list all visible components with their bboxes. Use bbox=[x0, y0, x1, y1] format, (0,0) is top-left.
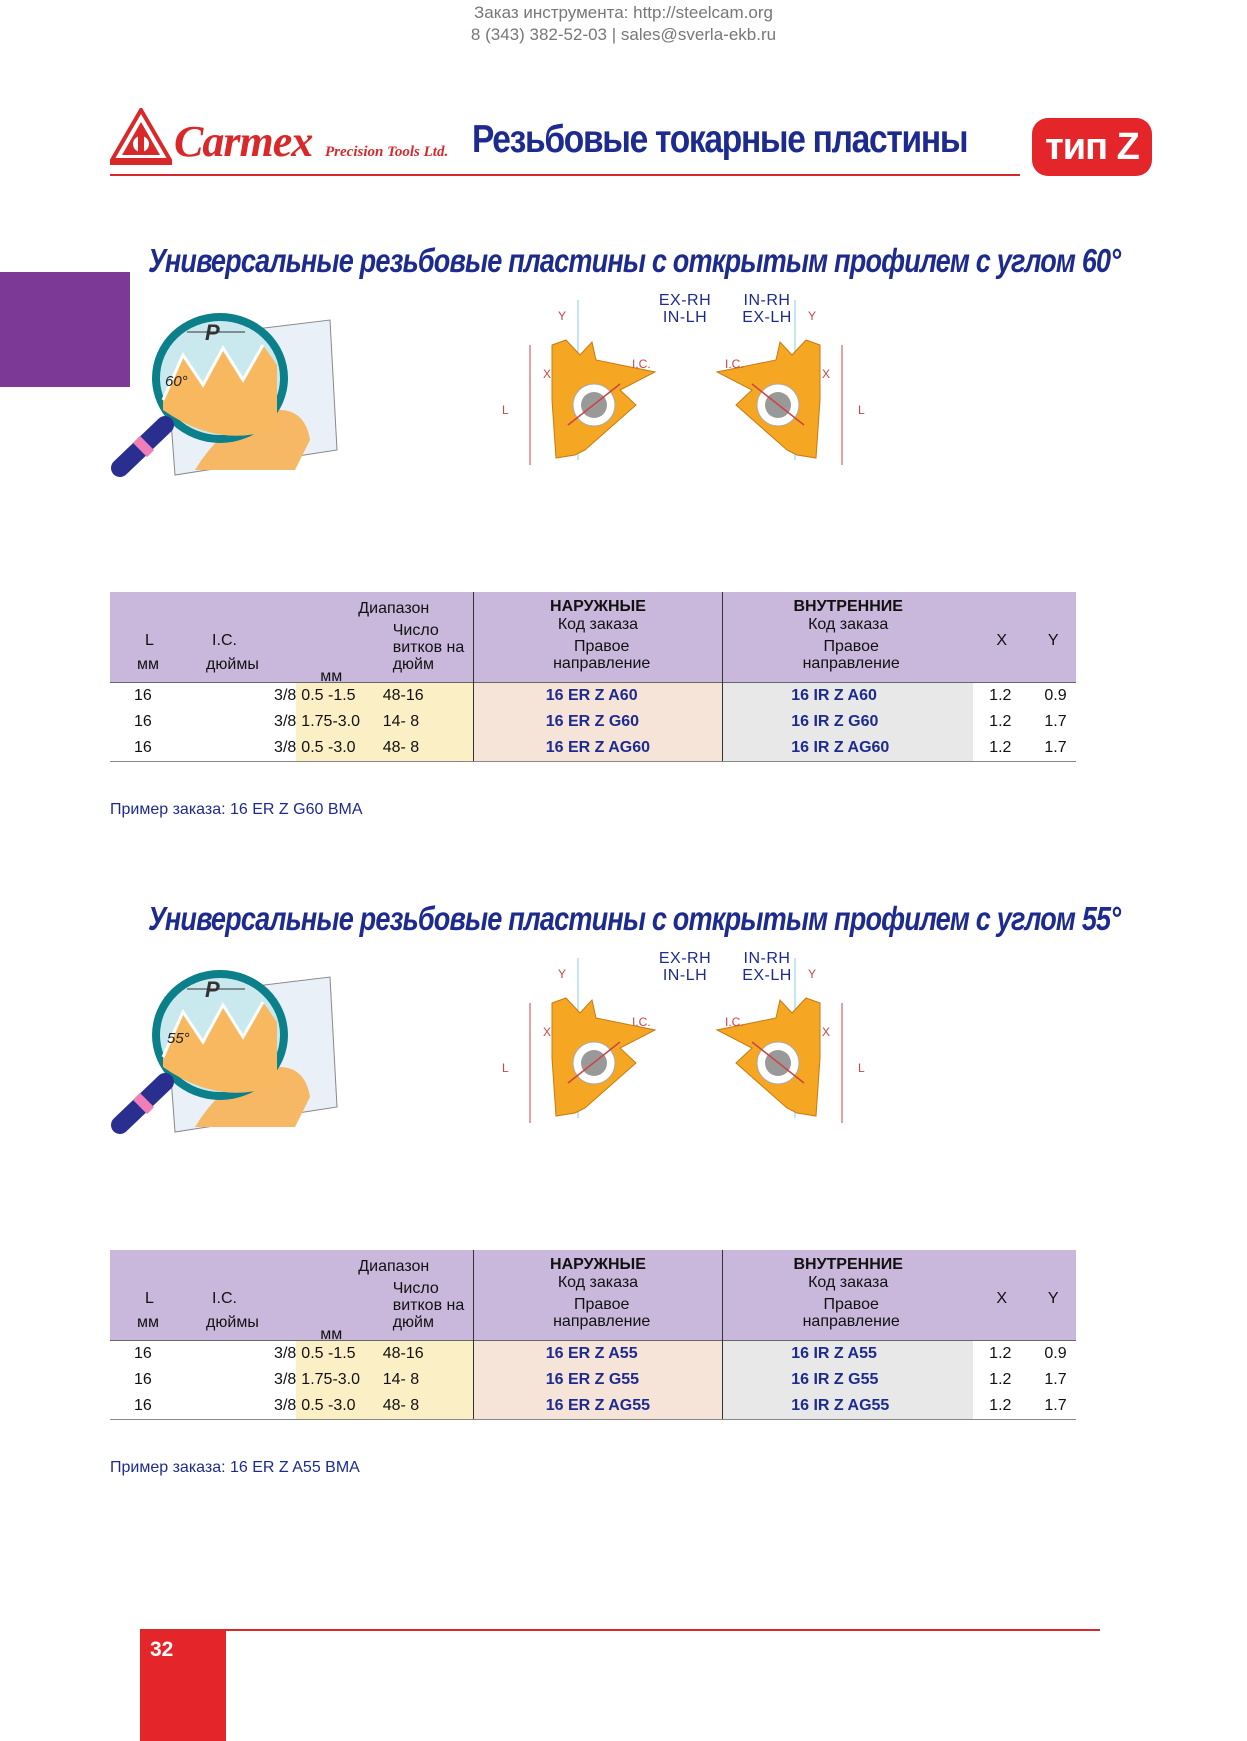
insert-diagram-60 bbox=[470, 280, 910, 480]
angle-label: 60° bbox=[165, 373, 188, 390]
header-cell-x: X bbox=[973, 1250, 1030, 1341]
logo-sub: Precision Tools Ltd. bbox=[325, 144, 449, 160]
page-title: Резьбовые токарные пластины bbox=[472, 118, 968, 161]
svg-text:X: X bbox=[822, 367, 831, 381]
svg-text:L: L bbox=[502, 1061, 509, 1075]
header-cell-tpi: Число витков на дюйм bbox=[381, 1250, 473, 1341]
svg-text:Y: Y bbox=[558, 967, 567, 981]
svg-text:I.C.: I.C. bbox=[632, 1015, 651, 1029]
table-row: 16 3/8 1.75-3.0 14- 8 16 ER Z G60 16 IR Z G60 1.2 1.7 bbox=[110, 709, 1076, 735]
header-cell-mm: Диапазон мм bbox=[296, 1250, 380, 1341]
svg-text:X: X bbox=[543, 367, 552, 381]
header-cell-ext: НАРУЖНЫЕ Код заказа Правое направление bbox=[473, 1250, 723, 1341]
header-cell-y: Y bbox=[1030, 1250, 1076, 1341]
carmex-logo-icon bbox=[110, 108, 172, 166]
svg-text:L: L bbox=[858, 403, 865, 417]
dir-label-in-rh: IN-RH bbox=[743, 950, 791, 967]
page-number: 32 bbox=[150, 1638, 174, 1661]
header-cell-mm: Диапазон мм bbox=[296, 592, 380, 683]
header-cell-int: ВНУТРЕННИЕ Код заказа Правое направление bbox=[723, 1250, 973, 1341]
order-info-line2: 8 (343) 382-52-03 | sales@sverla-ekb.ru bbox=[470, 25, 777, 44]
section-title-55: Универсальные резьбовые пластины с открытым профилем с углом 55° bbox=[148, 900, 1121, 937]
thread-magnifier-icon bbox=[105, 300, 345, 490]
angle-label: 55° bbox=[167, 1030, 190, 1047]
table-row: 16 3/8 0.5 -1.5 48-16 16 ER Z A60 16 IR Z A60 1.2 0.9 bbox=[110, 683, 1076, 710]
thread-magnifier-icon bbox=[105, 957, 345, 1147]
svg-text:I.C.: I.C. bbox=[725, 357, 744, 371]
spec-table-55 bbox=[110, 1250, 1076, 1420]
table-row: 16 3/8 1.75-3.0 14- 8 16 ER Z G55 16 IR Z G55 1.2 1.7 bbox=[110, 1367, 1076, 1393]
header-cell-l: L мм bbox=[110, 1250, 174, 1341]
section-title-60: Универсальные резьбовые пластины с открытым профилем с углом 60° bbox=[148, 242, 1121, 279]
svg-text:L: L bbox=[502, 403, 509, 417]
order-info-line1: Заказ инструмента: http://steelcam.org bbox=[474, 3, 773, 22]
insert-right-icon bbox=[717, 958, 865, 1123]
order-example-55: Пример заказа: 16 ER Z A55 BMA bbox=[110, 1459, 360, 1476]
dir-label-in-lh: IN-LH bbox=[662, 309, 708, 326]
header-cell-tpi: Число витков на дюйм bbox=[381, 592, 473, 683]
table-row: 16 3/8 0.5 -3.0 48- 8 16 ER Z AG55 16 IR Z AG55 1.2 1.7 bbox=[110, 1393, 1076, 1420]
insert-left-icon bbox=[502, 300, 655, 465]
pitch-label: P bbox=[205, 320, 220, 345]
header-cell-y: Y bbox=[1030, 592, 1076, 683]
svg-text:Y: Y bbox=[808, 309, 817, 323]
header-cell-l: L мм bbox=[110, 592, 174, 683]
header-cell-int: ВНУТРЕННИЕ Код заказа Правое направление bbox=[723, 592, 973, 683]
spec-table-60 bbox=[110, 592, 1076, 762]
table-row: 16 3/8 0.5 -3.0 48- 8 16 ER Z AG60 16 IR Z AG60 1.2 1.7 bbox=[110, 735, 1076, 762]
svg-text:X: X bbox=[822, 1025, 831, 1039]
header-cell-ic: I.C. дюймы bbox=[174, 592, 296, 683]
dir-label-ex-lh: EX-LH bbox=[742, 309, 792, 326]
logo-name: Carmex bbox=[174, 117, 313, 166]
dir-label-in-lh: IN-LH bbox=[662, 967, 708, 984]
type-badge: тип Z bbox=[1032, 118, 1152, 176]
svg-text:Y: Y bbox=[558, 309, 567, 323]
brand-header bbox=[110, 108, 1139, 178]
dir-label-ex-lh: EX-LH bbox=[742, 967, 792, 984]
insert-diagram-55 bbox=[470, 938, 910, 1138]
svg-text:L: L bbox=[858, 1061, 865, 1075]
footer-divider bbox=[140, 1629, 1100, 1631]
svg-text:Y: Y bbox=[808, 967, 817, 981]
svg-text:I.C.: I.C. bbox=[725, 1015, 744, 1029]
dir-label-ex-rh: EX-RH bbox=[658, 292, 712, 309]
svg-text:I.C.: I.C. bbox=[632, 357, 651, 371]
order-example-60: Пример заказа: 16 ER Z G60 BMA bbox=[110, 801, 363, 818]
header-divider bbox=[110, 174, 1020, 176]
svg-text:X: X bbox=[543, 1025, 552, 1039]
header-cell-ext: НАРУЖНЫЕ Код заказа Правое направление bbox=[473, 592, 723, 683]
dir-label-ex-rh: EX-RH bbox=[658, 950, 712, 967]
header-cell-x: X bbox=[973, 592, 1030, 683]
insert-right-icon bbox=[717, 300, 865, 465]
pitch-label: P bbox=[205, 977, 220, 1002]
dir-label-in-rh: IN-RH bbox=[743, 292, 791, 309]
table-row: 16 3/8 0.5 -1.5 48-16 16 ER Z A55 16 IR Z A55 1.2 0.9 bbox=[110, 1341, 1076, 1368]
header-cell-ic: I.C. дюймы bbox=[174, 1250, 296, 1341]
insert-left-icon bbox=[502, 958, 655, 1123]
